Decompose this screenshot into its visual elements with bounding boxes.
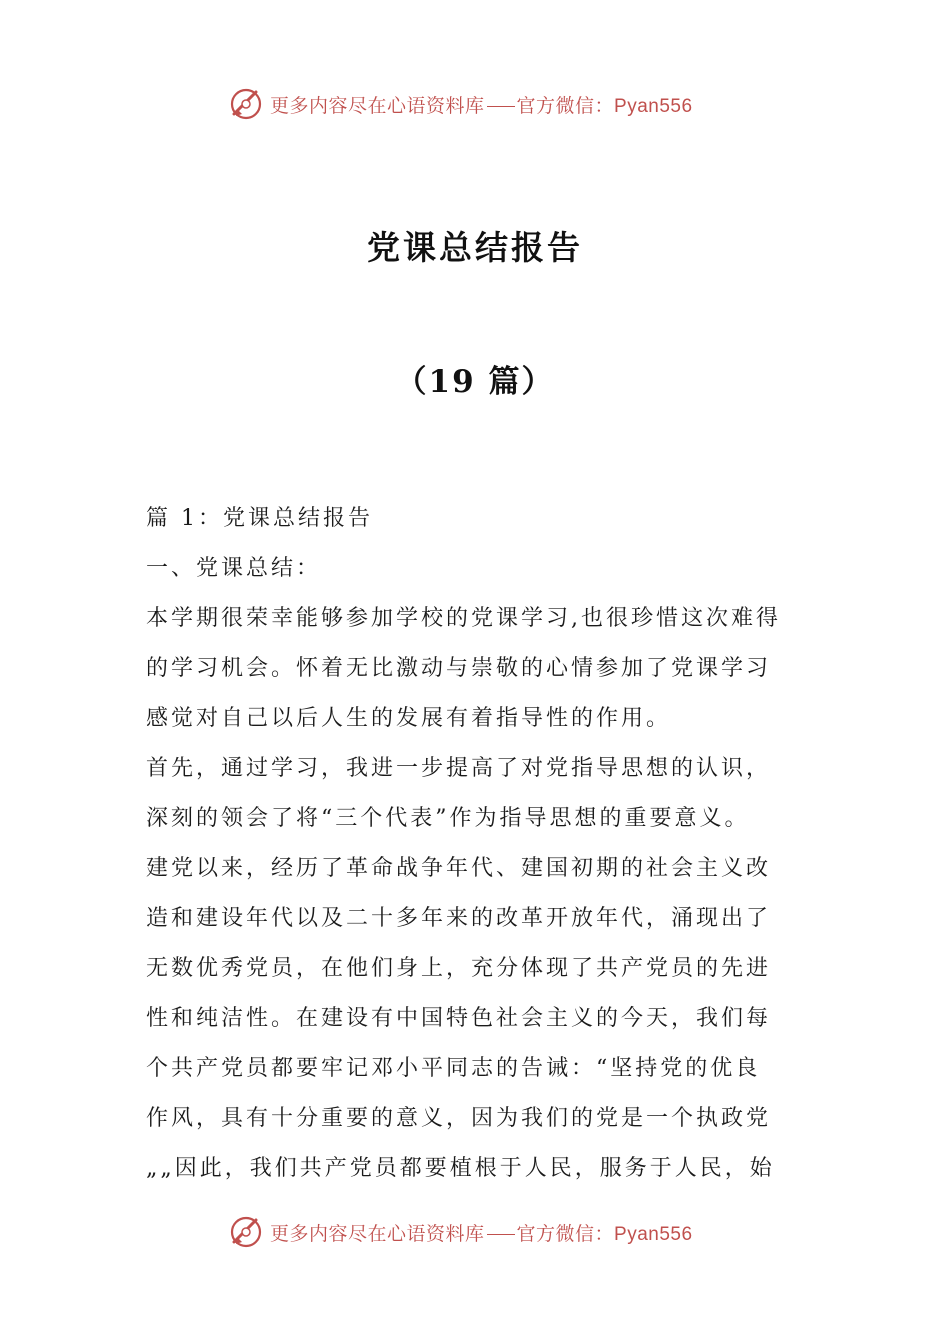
wechat-label: 官方微信：: [516, 1222, 615, 1245]
banner-divider: [487, 106, 515, 107]
paragraph-line: 作风，具有十分重要的意义，因为我们的党是一个执政党: [146, 1106, 772, 1131]
header-banner: [228, 84, 693, 124]
document-body: [146, 494, 810, 1194]
paragraph-line: „„因此，我们共产党员都要植根于人民，服务于人民，始: [146, 1156, 775, 1181]
paragraph-line: 个共产党员都要牢记邓小平同志的告诫：“坚持党的优良: [146, 1056, 761, 1081]
paragraph-line: 本学期很荣幸能够参加学校的党课学习,也很珍惜这次难得: [146, 606, 781, 631]
paragraph-line: 深刻的领会了将“三个代表”作为指导思想的重要意义。: [146, 806, 750, 831]
page-title: 党课总结报告: [367, 228, 583, 267]
pen-circle-logo-icon: [228, 86, 264, 122]
paragraph-line: 的学习机会。怀着无比激动与崇敬的心情参加了党课学习: [146, 656, 772, 681]
paragraph-line: 首先，通过学习，我进一步提高了对党指导思想的认识，: [146, 756, 772, 781]
paragraph-line: 无数优秀党员，在他们身上，充分体现了共产党员的先进: [146, 956, 772, 981]
page-subtitle: （19 篇）: [395, 364, 555, 400]
subsection-heading: 一、党课总结：: [146, 556, 322, 581]
paragraph-line: 性和纯洁性。在建设有中国特色社会主义的今天，我们每: [146, 1006, 772, 1031]
banner-divider: [487, 1234, 515, 1235]
pen-circle-logo-icon: [228, 1214, 264, 1250]
paragraph-line: 造和建设年代以及二十多年来的改革开放年代，涌现出了: [146, 906, 772, 931]
paragraph-line: 建党以来，经历了革命战争年代、建国初期的社会主义改: [146, 856, 772, 881]
wechat-id: Pyan556: [614, 1223, 693, 1245]
banner-text: 更多内容尽在心语资料库: [270, 1222, 485, 1245]
wechat-label: 官方微信：: [516, 94, 615, 117]
section-heading: 篇 1：党课总结报告: [146, 506, 373, 531]
paragraph-line: 感觉对自己以后人生的发展有着指导性的作用。: [146, 706, 672, 731]
wechat-id: Pyan556: [614, 95, 693, 117]
footer-banner: [228, 1212, 693, 1252]
banner-text: 更多内容尽在心语资料库: [270, 94, 485, 117]
